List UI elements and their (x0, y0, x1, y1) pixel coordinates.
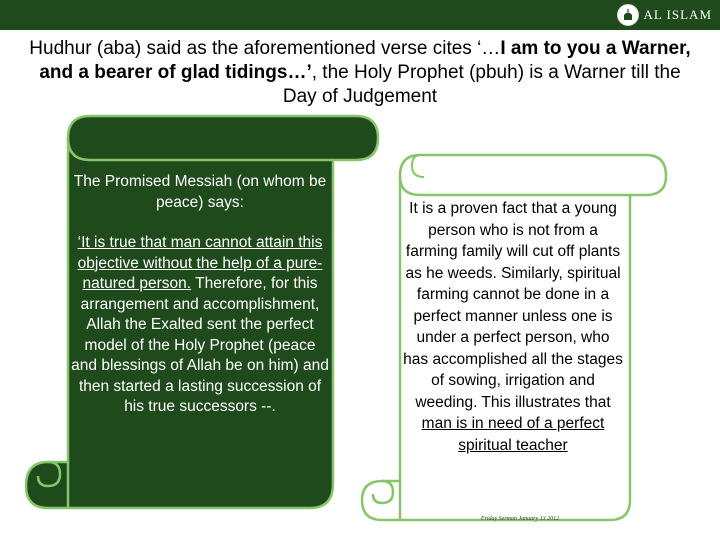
promised-messiah-intro: The Promised Messiah (on whom be peace) says: (73, 173, 327, 211)
heading-part-2: , the Holy Prophet (pbuh) is a Warner till the Day of Judgement (282, 62, 681, 107)
quote-rest: Therefore, for this arrangement and accomplishment, Allah the Exalted sent the perfect model of the Holy Prophet (peace and blessings of Allah be on him) and then started a lasting succession of his true successors --. (71, 275, 329, 415)
sermon-date-footer: Friday Sermon January 13 2012 (480, 516, 560, 522)
heading-part-1: Hudhur (aba) said as the aforementioned verse cites ‘… (29, 38, 501, 59)
promised-messiah-quote (70, 233, 330, 418)
farming-analogy-text: It is a proven fact that a young person who is not from a farming family will cut off plants as he weeds. Similarly, spiritual farming cannot be done in a perfect manner unless one is under a perfect person, who has accomplished all the stages of sowing, irrigation and weeding. This illustrates that (403, 200, 623, 411)
quote-underlined: ‘It is true that man cannot attain this objective without the help of a pure-natured person. (77, 234, 323, 292)
logo-text: AL ISLAM (643, 7, 712, 22)
heading-bold-quote: I am to you a Warner, and a bearer of glad tidings…’ (39, 38, 691, 83)
perfect-teacher-underlined: man is in need of a perfect spiritual teacher (421, 415, 605, 454)
left-scroll-text (70, 172, 330, 418)
right-scroll-text (402, 198, 624, 456)
